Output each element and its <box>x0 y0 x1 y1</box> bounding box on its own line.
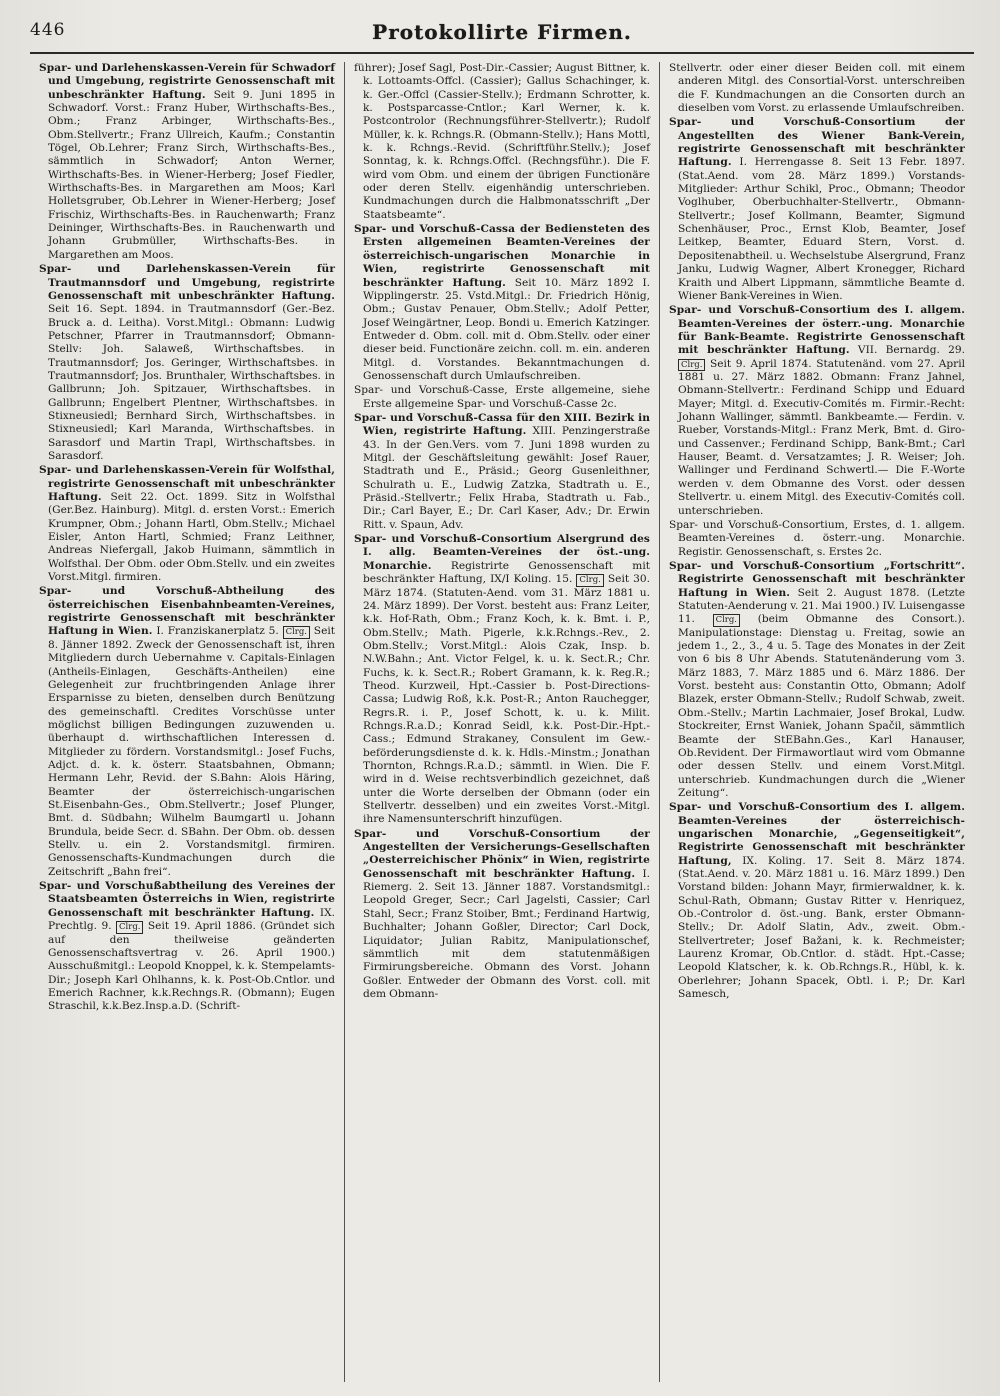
firm-entry: Spar- und Vorschuß-Cassa für den XIII. Bezirk in Wien, registrirte Haftung. XIII. Penzingerstraße 43. In der Gen.Vers. vom 7. Juni 1898 wurden zu Mitgl. der Geschäftsleitung gewählt: Josef Rauer, Stadtrath und E., Präsid.; Georg Gusenleithner, Schulrath u. E., Ludwig Zatzka, Stadtrath u. E., Präsid.-Stellvertr.; Felix Hraba, Stadtrath u. Fab., Dir.; Carl Bayer, E.; Dr. Carl Kaser, Adv.; Dr. Erwin Ritt. v. Spaun, Adv. <box>354 411 651 531</box>
firm-name: Spar- und Vorschuß-Consortium der Angestellten des Wiener Bank-Verein, registrirte Genossenschaft mit beschränkter Haftung. <box>669 116 965 169</box>
firm-entry: Spar- und Vorschuß-Consortium des I. allgem. Beamten-Vereines der österr.-ung. Monarchie für Bank-Beamte. Registrirte Genossenschaft mit beschränkter Haftung. VII. Bernardg. 29. Clrg. Seit 9. April 1874. Statutenänd. vom 27. April 1881 u. 27. März 1882. Obmann: Franz Jahnel, Obmann-Stellvertr.: Ferdinand Schipp und Eduard Mayer; Mitgl. d. Executiv-Comités m. Firmir.-Recht: Johann Wallinger, sämmtl. Bankbeamte.— Ferdin. v. Rueber, Vorstands-Mitgl.: Franz Merk, Bmt. d. Giro- und Cassenver.; Ferdinand Schipp, Bank-Bmt.; Carl Hauser, Beamt. d. Versatzamtes; J. R. Weiser; Joh. Wallinger und Ferdinand Schwertl.— Die F.-Worte werden v. dem Obmanne des Vorst. oder dessen Stellvertr. u. einem Mitgl. des Executiv-Comités coll. unterschrieben. <box>669 304 965 517</box>
firm-name: Spar- und Vorschuß-Cassa der Bediensteten des Ersten allgemeinen Beamten-Vereines der österreichisch-ungarischen Monarchie in Wien, registrirte Genossenschaft mit beschränkter Haftung. <box>354 223 650 289</box>
firm-entry: Stellvertr. oder einer dieser Beiden coll. mit einem anderen Mitgl. des Consortial-Vorst. unterschreiben die F. Kundmachungen an die Consorten durch an dieselben vom Vorst. zu erlassende Umlaufschreiben. <box>669 62 965 115</box>
firm-name: Spar- und Vorschuß-Consortium der Angestellten der Versicherungs-Gesellschaften „Oesterreichischer Phönix“ in Wien, registrirte Genossenschaft mit beschränkter Haftung. <box>354 827 650 880</box>
text-columns <box>30 62 974 1382</box>
firm-name: Spar- und Vorschuß-Cassa für den XIII. Bezirk in Wien, registrirte Haftung. <box>354 411 650 438</box>
firm-name: Spar- und Darlehenskassen-Verein für Wolfsthal, registrirte Genossenschaft mit unbeschränkter Haftung. <box>39 464 335 503</box>
firm-name: Spar- und Vorschuß-Consortium „Fortschritt“. Registrirte Genossenschaft mit beschränkter Haftung in Wien. <box>669 559 965 599</box>
header-rule <box>30 52 974 54</box>
clearing-stamp: Clrg. <box>283 626 310 639</box>
clearing-stamp: Clrg. <box>116 921 143 934</box>
column-2 <box>344 62 659 1382</box>
firm-entry: Spar- und Vorschußabtheilung des Vereines der Staatsbeamten Österreichs in Wien, registrirte Genossenschaft mit beschränkter Haftung. IX. Prechtlg. 9. Clrg. Seit 19. April 1886. (Gründet sich auf den theilweise geänderten Genossenschaftsvertrag v. 26. April 1900.) Ausschußmitgl.: Leopold Knoppel, k. k. Stempelamts-Dir.; Joseph Karl Ohlhanns, k. k. Post-Ob.Cntlor. und Emerich Rachner, k.k.Rechngs.R. (Obmann); Eugen Straschil, k.k.Bez.Insp.a.D. (Schrift- <box>39 880 335 1013</box>
firm-entry: Spar- und Vorschuß-Consortium Alsergrund des I. allg. Beamten-Vereines der öst.-ung. Monarchie. Registrirte Genossenschaft mit beschränkter Haftung, IX/I Koling. 15. Clrg. Seit 30. März 1874. (Statuten-Aend. vom 31. März 1881 u. 24. März 1899). Der Vorst. besteht aus: Franz Leiter, k.k. Hof-Rath, Obm.; Franz Koch, k. k. Bmt. i. P., Obm.Stellv.; Math. Pigerle, k.k.Rchngs.-Rev., 2. Obm.Stellv.; Vorst.Mitgl.: Alois Czak, Insp. b. N.W.Bahn.; Ant. Victor Felgel, k. u. k. Sect.R.; Chr. Fuchs, k. k. Sect.R.; Robert Gramann, k. k. Reg.R.; Theod. Kurzweil, Hpt.-Cassier b. Post-Directions-Cassa; Ludwig Roß, k.k. Post-R.; Anton Rauchegger, Regrs.R. i. P., Josef Schott, k. u. k. Milit. Rchngs.R.a.D.; Konrad Seidl, k.k. Post-Dir.-Hpt.-Cass.; Edmund Strakaney, Consulent im Gew.-beförderungsdienste d. k. k. Hdls.-Minstm.; Jonathan Thornton, Rchngs.R.a.D.; sämmtl. in Wien. Die F. wird in d. Weise rechtsverbindlich gezeichnet, daß unter die Worte derselben der Obmann (oder ein Stellvertr. desselben) und ein zweites Vorst.-Mitgl. ihre Namensunterschrift hinzufügen. <box>354 533 650 826</box>
clearing-stamp: Clrg. <box>713 614 740 627</box>
firm-entry: Spar- und Vorschuß-Abtheilung des österreichischen Eisenbahnbeamten-Vereines, registrirte Genossenschaft mit beschränkter Haftung in Wien. I. Franziskanerplatz 5. Clrg. Seit 8. Jänner 1892. Zweck der Genossenschaft ist, ihren Mitgliedern durch Uebernahme v. Capitals-Einlagen (Antheils-Einlagen, Geschäfts-Antheilen) eine Gelegenheit zur fruchtbringenden Anlage ihrer Ersparnisse zu bieten, denselben durch Benützung des gemeinschaftl. Credites Vorschüsse unter möglichst billigen Bedingungen zuzuwenden u. überhaupt d. wirthschaftlichen Interessen d. Mitglieder zu fördern. Vorstandsmitgl.: Josef Fuchs, Adjct. d. k. k. österr. Staatsbahnen, Obmann; Hermann Lehr, Revid. der S.Bahn: Alois Häring, Beamter der österreichisch-ungarischen St.Eisenbahn-Ges., Obm.Stellvertr.; Josef Plunger, Bmt. d. Südbahn; Wilhelm Baumgartl u. Johann Brundula, beide Secr. d. SBahn. Der Obm. ob. dessen Stellv. u. ein 2. Vorstandsmitgl. firmiren. Genossenschafts-Kundmachungen durch die Zeitschrift „Bahn frei“. <box>39 585 335 878</box>
column-1 <box>30 62 344 1382</box>
firm-entry: Spar- und Vorschuß-Cassa der Bediensteten des Ersten allgemeinen Beamten-Vereines der österreichisch-ungarischen Monarchie in Wien, registrirte Genossenschaft mit beschränkter Haftung. Seit 10. März 1892 I. Wipplingerstr. 25. Vstd.Mitgl.: Dr. Friedrich Hönig, Obm.; Gustav Penauer, Obm.Stellv.; Adolf Petter, Josef Weingärtner, Leop. Bondi u. Emerich Katzinger. Entweder d. Obm. coll. mit d. Obm.Stellv. oder einer dieser beid. Functionäre zeichn. coll. m. ein. anderen Mitgl. d. Vorstandes. Bekanntmachungen d. Genossenschaft durch Umlaufschreiben. <box>354 223 650 382</box>
firm-name: Spar- und Darlehenskassen-Verein für Schwadorf und Umgebung, registrirte Genossenschaft mit unbeschränkter Haftung. <box>39 62 335 101</box>
firm-entry: Spar- und Vorschuß-Casse, Erste allgemeine, siehe Erste allgemeine Spar- und Vorschuß-Casse 2c. <box>354 384 650 410</box>
firm-name: Spar- und Darlehenskassen-Verein für Trautmannsdorf und Umgebung, registrirte Genossenschaft mit unbeschränkter Haftung. <box>39 263 335 302</box>
firm-entry: Spar- und Darlehenskassen-Verein für Schwadorf und Umgebung, registrirte Genossenschaft mit unbeschränkter Haftung. Seit 9. Juni 1895 in Schwadorf. Vorst.: Franz Huber, Wirthschafts-Bes., Obm.; Franz Arbinger, Wirthschafts-Bes., Obm.Stellvertr.; Franz Ullreich, Kaufm.; Constantin Tögel, Ob.Lehrer; Franz Sirch, Wirthschafts-Bes., sämmtlich in Schwadorf; Anton Werner, Wirthschafts-Bes. in Wiener-Herberg; Josef Fiedler, Wirthschafts-Bes. in Margarethen am Moos; Karl Holletsgruber, Ob.Lehrer in Wiener-Herberg; Josef Frischiz, Wirthschafts-Bes. in Rauchenwarth; Franz Deininger, Wirthschafts-Bes. in Rauchenwarth und Johann Grubmüller, Wirthschafts-Bes. in Margarethen am Moos. <box>39 62 335 261</box>
page-title: Protokollirte Firmen. <box>372 20 632 44</box>
firm-name: Spar- und Vorschußabtheilung des Vereines der Staatsbeamten Österreichs in Wien, registrirte Genossenschaft mit beschränkter Haftung. <box>39 880 335 919</box>
firm-entry: Spar- und Vorschuß-Consortium, Erstes, d. 1. allgem. Beamten-Vereines d. österr.-ung. Monarchie. Registir. Genossenschaft, s. Erstes 2c. <box>669 518 965 558</box>
firm-entry: Spar- und Darlehenskassen-Verein für Wolfsthal, registrirte Genossenschaft mit unbeschränkter Haftung. Seit 22. Oct. 1899. Sitz in Wolfsthal (Ger.Bez. Hainburg). Mitgl. d. ersten Vorst.: Emerich Krumpner, Obm.; Johann Hartl, Obm.Stellv.; Michael Eisler, Anton Hartl, Schmied; Franz Leithner, Andreas Niefergall, Jakob Huimann, sämmtlich in Wolfsthal. Der Obm. oder Obm.Stellv. und ein zweites Vorst.Mitgl. firmiren. <box>39 464 335 584</box>
clearing-stamp: Clrg. <box>678 359 705 372</box>
page-number: 446 <box>30 20 66 40</box>
firm-name: Spar- und Vorschuß-Consortium des I. allgem. Beamten-Vereines der österreichisch-ungarischen Monarchie, „Gegenseitigkeit“, Registrirte Genossenschaft mit beschränkter Haftung, <box>669 801 965 867</box>
firm-entry: Spar- und Vorschuß-Consortium der Angestellten des Wiener Bank-Verein, registrirte Genossenschaft mit beschränkter Haftung. I. Herrengasse 8. Seit 13 Febr. 1897. (Stat.Aend. vom 28. März 1899.) Vorstands-Mitglieder: Arthur Schikl, Proc., Obmann; Theodor Voglhuber, Oberbuchhalter-Stellvertr., Obmann-Stellvertr.; Josef Kollmann, Beamter, Sigmund Schenhäuser, Proc., Ernst Klob, Beamter, Josef Leitkep, Beamter, Eduard Stern, Vorst. d. Depositenabtheil. u. Wechselstube Alsergrund, Franz Janku, Ludwig Wagner, Albert Kronegger, Richard Kraith und Albert Lippmann, sämmtliche Beamte d. Wiener Bank-Vereines in Wien. <box>669 116 965 302</box>
firm-name: Spar- und Vorschuß-Consortium des I. allgem. Beamten-Vereines der österr.-ung. Monarchie für Bank-Beamte. Registrirte Genossenschaft mit beschränkter Haftung. <box>669 304 965 357</box>
firm-entry: Spar- und Darlehenskassen-Verein für Trautmannsdorf und Umgebung, registrirte Genossenschaft mit unbeschränkter Haftung. Seit 16. Sept. 1894. in Trautmannsdorf (Ger.-Bez. Bruck a. d. Leitha). Vorst.Mitgl.: Obmann: Ludwig Petschner, Pfarrer in Trautmannsdorf; Obmann-Stellv: Joh. Salaweß, Wirthschaftsbes. in Trautmannsdorf; Jos. Geringer, Wirthschaftsbes. in Trautmannsdorf; Jos. Brunthaler, Wirthschaftsbes. in Gallbrunn; Joh. Spitzauer, Wirthschaftsbes. in Gallbrunn; Engelbert Plentner, Wirthschaftsbes. in Stixneusiedl; Bernhard Sirch, Wirthschaftsbes. in Stixneusiedl; Karl Maranda, Wirthschaftsbes. in Sarasdorf und Martin Trapl, Wirthschaftsbes. in Sarasdorf. <box>39 263 335 462</box>
firm-entry: Spar- und Vorschuß-Consortium der Angestellten der Versicherungs-Gesellschaften „Oesterreichischer Phönix“ in Wien, registrirte Genossenschaft mit beschränkter Haftung. I. Riemerg. 2. Seit 13. Jänner 1887. Vorstandsmitgl.: Leopold Greger, Secr.; Carl Jagelsti, Cassier; Carl Stahl, Secr.; Franz Stoiber, Bmt.; Ferdinand Hartwig, Buchhalter; Johann Goßler, Director; Carl Dock, Liquidator; Julian Rabitz, Manipulationschef, sämmtlich mit dem statutenmäßigen Firmirungsbereiche. Obmann des Vorst. Johann Goßler. Entweder der Obmann des Vorst. coll. mit dem Obmann- <box>354 827 650 1000</box>
firm-entry: Spar- und Vorschuß-Consortium des I. allgem. Beamten-Vereines der österreichisch-ungarischen Monarchie, „Gegenseitigkeit“, Registrirte Genossenschaft mit beschränkter Haftung, IX. Koling. 17. Seit 8. März 1874. (Stat.Aend. v. 20. März 1881 u. 16. März 1899.) Den Vorstand bilden: Johann Mayr, firmierwaldner, k. k. Schul-Rath, Obmann; Gustav Ritter v. Henriquez, Ob.-Controlor d. öst.-ung. Bank, erster Obmann-Stellv.; Dr. Adolf Slatin, Adv., zweit. Obm.-Stellvertreter; Josef Bažani, k. k. Rechmeister; Laurenz Kromar, Ob.Cntlor. d. städt. Hpt.-Casse; Leopold Klatscher, k. k. Ob.Rchngs.R., Hübl, k. k. Oberlehrer; Johann Spacek, Obtl. i. P.; Dr. Karl Samesch, <box>669 801 965 1001</box>
page-header <box>30 20 974 48</box>
clearing-stamp: Clrg. <box>576 574 603 587</box>
firm-name: Spar- und Vorschuß-Consortium Alsergrund des I. allg. Beamten-Vereines der öst.-ung. Monarchie. <box>354 533 650 572</box>
firm-entry: Spar- und Vorschuß-Consortium „Fortschritt“. Registrirte Genossenschaft mit beschränkter Haftung in Wien. Seit 2. August 1878. (Letzte Statuten-Aenderung v. 21. Mai 1900.) IV. Luisengasse 11. Clrg. (beim Obmanne des Consort.). Manipulationstage: Dienstag u. Freitag, sowie an jedem 1., 2., 3., 4 u. 5. Tage des Monates in der Zeit von 6 bis 8 Uhr Abends. Statutenänderung vom 3. März 1883, 7. März 1885 und 6. März 1886. Der Vorst. besteht aus: Constantin Otto, Obmann; Adolf Blazek, erster Obmann-Stellv.; Rudolf Schwab, zweit. Obm.-Stellv.; Martin Lachmaier, Josef Brokal, Ludw. Stockreiter, Ernst Waniek, Johann Spačil, sämmtlich Beamte der StEBahn.Ges., Karl Hanauser, Ob.Revident. Der Firmawortlaut wird vom Obmanne oder dessen Stellv. und einem Vorst.Mitgl. unterschrieb. Kundmachungen durch die „Wiener Zeitung“. <box>669 559 965 799</box>
firm-entry: führer); Josef Sagl, Post-Dir.-Cassier; August Bittner, k. k. Lottoamts-Offcl. (Cassier); Gallus Schachinger, k. k. Ger.-Offcl (Cassier-Stellv.); Erdmann Schrotter, k. k. Postsparcasse-Cntlor.; Karl Werner, k. k. Postcontrolor (Rechnungsführer-Stellvertr.); Rudolf Müller, k. k. Rchngs.R. (Obmann-Stellv.); Hans Mottl, k. k. Rchngs.-Revid. (Schriftführ.Stellv.); Josef Sonntag, k. k. Rchngs.Offcl. (Rechngsführ.). Die F. wird vom Obm. und einem der übrigen Functionäre oder deren Stellv. eigenhändig unterschrieben. Kundmachungen durch die Halbmonatsschrift „Der Staatsbeamte“. <box>354 62 650 221</box>
firm-name: Spar- und Vorschuß-Abtheilung des österreichischen Eisenbahnbeamten-Vereines, registrirte Genossenschaft mit beschränkter Haftung in Wien. <box>39 585 335 638</box>
column-3 <box>659 62 974 1382</box>
